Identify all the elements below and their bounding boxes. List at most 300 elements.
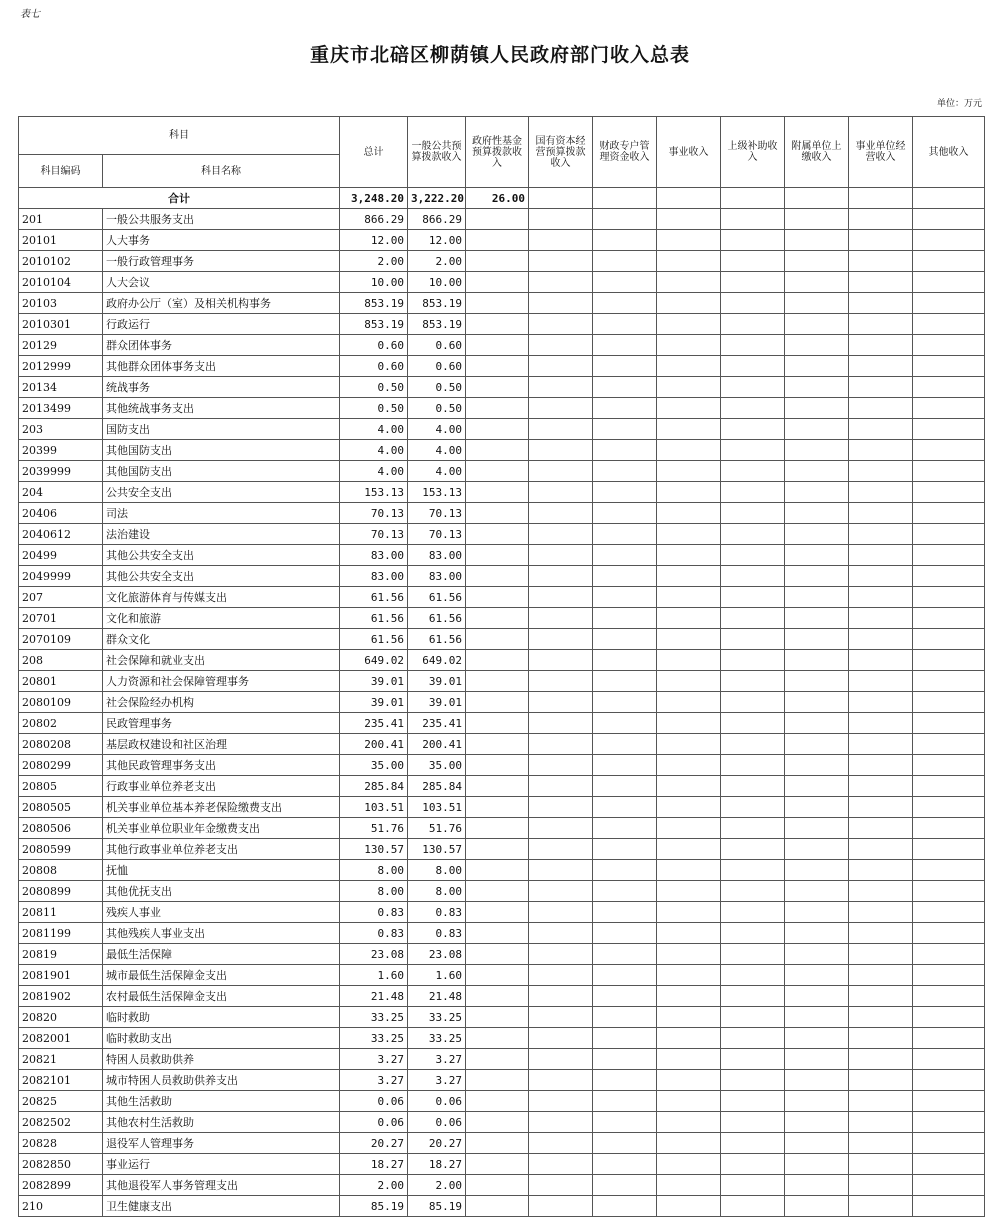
- empty-cell: [913, 944, 985, 965]
- empty-cell: [593, 965, 657, 986]
- subject-code-cell: 20808: [19, 860, 103, 881]
- subject-name-cell: 公共安全支出: [103, 482, 340, 503]
- empty-cell: [466, 1196, 529, 1217]
- empty-cell: [466, 545, 529, 566]
- empty-cell: [466, 587, 529, 608]
- empty-cell: [529, 776, 593, 797]
- table-row: [19, 671, 985, 692]
- total-amount-cell: 10.00: [340, 272, 408, 293]
- empty-cell: [721, 398, 785, 419]
- empty-cell: [785, 1007, 849, 1028]
- subject-code-cell: 2082502: [19, 1112, 103, 1133]
- subject-name-cell: 一般公共服务支出: [103, 209, 340, 230]
- empty-cell: [466, 776, 529, 797]
- empty-cell: [657, 272, 721, 293]
- subject-code-cell: 2049999: [19, 566, 103, 587]
- table-row: [19, 209, 985, 230]
- total-amount-cell: 1.60: [340, 965, 408, 986]
- empty-cell: [721, 944, 785, 965]
- general-budget-cell: 4.00: [408, 419, 466, 440]
- empty-cell: [529, 629, 593, 650]
- empty-cell: [785, 293, 849, 314]
- subject-name-cell: 机关事业单位基本养老保险缴费支出: [103, 797, 340, 818]
- empty-cell: [913, 923, 985, 944]
- total-amount-cell: 103.51: [340, 797, 408, 818]
- general-budget-cell: 200.41: [408, 734, 466, 755]
- empty-cell: [785, 692, 849, 713]
- empty-cell: [785, 272, 849, 293]
- subject-name-cell: 特困人员救助供养: [103, 1049, 340, 1070]
- table-row: [19, 860, 985, 881]
- empty-cell: [721, 671, 785, 692]
- empty-cell: [529, 524, 593, 545]
- empty-cell: [657, 944, 721, 965]
- empty-cell: [657, 671, 721, 692]
- empty-cell: [466, 1049, 529, 1070]
- total-amount-cell: 4.00: [340, 440, 408, 461]
- empty-cell: [593, 356, 657, 377]
- general-budget-cell: 33.25: [408, 1007, 466, 1028]
- subject-code-cell: 2081199: [19, 923, 103, 944]
- empty-cell: [657, 398, 721, 419]
- empty-cell: [785, 482, 849, 503]
- total-amount-cell: 853.19: [340, 293, 408, 314]
- total-amount-cell: 153.13: [340, 482, 408, 503]
- total-amount-cell: 0.50: [340, 398, 408, 419]
- empty-cell: [657, 482, 721, 503]
- total-amount-cell: 0.06: [340, 1091, 408, 1112]
- empty-cell: [849, 251, 913, 272]
- empty-cell: [657, 692, 721, 713]
- subject-code-cell: 20801: [19, 671, 103, 692]
- income-summary-table: [18, 116, 985, 1217]
- empty-cell: [721, 860, 785, 881]
- table-row: [19, 356, 985, 377]
- subject-name-cell: 民政管理事务: [103, 713, 340, 734]
- empty-cell: [913, 734, 985, 755]
- empty-cell: [721, 188, 785, 209]
- empty-cell: [721, 1091, 785, 1112]
- empty-cell: [721, 272, 785, 293]
- empty-cell: [785, 608, 849, 629]
- general-budget-cell: 649.02: [408, 650, 466, 671]
- empty-cell: [721, 1049, 785, 1070]
- empty-cell: [721, 314, 785, 335]
- total-amount-cell: 35.00: [340, 755, 408, 776]
- subject-name-cell: 人力资源和社会保障管理事务: [103, 671, 340, 692]
- empty-cell: [593, 1154, 657, 1175]
- empty-cell: [785, 398, 849, 419]
- empty-cell: [849, 419, 913, 440]
- empty-cell: [657, 314, 721, 335]
- empty-cell: [593, 377, 657, 398]
- empty-cell: [657, 503, 721, 524]
- empty-cell: [529, 461, 593, 482]
- total-amount-cell: 85.19: [340, 1196, 408, 1217]
- general-budget-cell: 0.83: [408, 923, 466, 944]
- subject-code-cell: 2082101: [19, 1070, 103, 1091]
- empty-cell: [657, 1133, 721, 1154]
- subject-code-cell: 20499: [19, 545, 103, 566]
- empty-cell: [529, 650, 593, 671]
- empty-cell: [657, 1196, 721, 1217]
- table-row: [19, 1196, 985, 1217]
- empty-cell: [529, 1049, 593, 1070]
- subject-name-cell: 其他民政管理事务支出: [103, 755, 340, 776]
- empty-cell: [721, 356, 785, 377]
- empty-cell: [466, 482, 529, 503]
- general-budget-cell: 2.00: [408, 251, 466, 272]
- empty-cell: [593, 209, 657, 230]
- empty-cell: [913, 776, 985, 797]
- empty-cell: [657, 440, 721, 461]
- empty-cell: [721, 818, 785, 839]
- empty-cell: [529, 587, 593, 608]
- empty-cell: [721, 335, 785, 356]
- empty-cell: [466, 1070, 529, 1091]
- empty-cell: [849, 440, 913, 461]
- empty-cell: [721, 503, 785, 524]
- empty-cell: [721, 419, 785, 440]
- empty-cell: [466, 230, 529, 251]
- empty-cell: [529, 608, 593, 629]
- empty-cell: [785, 713, 849, 734]
- empty-cell: [849, 1175, 913, 1196]
- empty-cell: [529, 944, 593, 965]
- empty-cell: [785, 545, 849, 566]
- empty-cell: [466, 1133, 529, 1154]
- empty-cell: [657, 1091, 721, 1112]
- total-amount-cell: 3.27: [340, 1070, 408, 1091]
- empty-cell: [593, 1007, 657, 1028]
- total-amount-cell: 33.25: [340, 1007, 408, 1028]
- total-amount-cell: 61.56: [340, 608, 408, 629]
- empty-cell: [913, 356, 985, 377]
- subject-name-cell: 城市特困人员救助供养支出: [103, 1070, 340, 1091]
- subject-code-cell: 20802: [19, 713, 103, 734]
- empty-cell: [529, 734, 593, 755]
- empty-cell: [785, 1175, 849, 1196]
- empty-cell: [785, 1154, 849, 1175]
- empty-cell: [785, 839, 849, 860]
- empty-cell: [466, 398, 529, 419]
- empty-cell: [529, 860, 593, 881]
- empty-cell: [529, 692, 593, 713]
- table-row: [19, 482, 985, 503]
- empty-cell: [913, 902, 985, 923]
- general-budget-cell: 0.50: [408, 377, 466, 398]
- subject-code-cell: 2080506: [19, 818, 103, 839]
- empty-cell: [849, 713, 913, 734]
- empty-cell: [593, 1049, 657, 1070]
- empty-cell: [593, 902, 657, 923]
- empty-cell: [913, 1049, 985, 1070]
- total-amount-cell: 70.13: [340, 524, 408, 545]
- empty-cell: [529, 209, 593, 230]
- empty-cell: [913, 503, 985, 524]
- empty-cell: [913, 461, 985, 482]
- empty-cell: [785, 1070, 849, 1091]
- empty-cell: [466, 1007, 529, 1028]
- empty-cell: [849, 1070, 913, 1091]
- subject-code-cell: 204: [19, 482, 103, 503]
- subject-name-cell: 行政事业单位养老支出: [103, 776, 340, 797]
- subject-code-cell: 2080208: [19, 734, 103, 755]
- empty-cell: [529, 482, 593, 503]
- empty-cell: [785, 524, 849, 545]
- table-row: [19, 503, 985, 524]
- table-row: [19, 965, 985, 986]
- total-amount-cell: 83.00: [340, 566, 408, 587]
- general-budget-cell: 35.00: [408, 755, 466, 776]
- table-row: [19, 293, 985, 314]
- empty-cell: [657, 230, 721, 251]
- subject-name-cell: 其他公共安全支出: [103, 566, 340, 587]
- empty-cell: [721, 524, 785, 545]
- general-budget-cell: 4.00: [408, 461, 466, 482]
- empty-cell: [657, 902, 721, 923]
- empty-cell: [529, 755, 593, 776]
- general-budget-cell: 8.00: [408, 860, 466, 881]
- empty-cell: [913, 1091, 985, 1112]
- subject-name-cell: 机关事业单位职业年金缴费支出: [103, 818, 340, 839]
- subject-code-cell: 20821: [19, 1049, 103, 1070]
- subject-code-cell: 20103: [19, 293, 103, 314]
- total-amount-cell: 39.01: [340, 671, 408, 692]
- empty-cell: [593, 293, 657, 314]
- empty-cell: [657, 335, 721, 356]
- empty-cell: [913, 797, 985, 818]
- empty-cell: [593, 335, 657, 356]
- empty-cell: [913, 314, 985, 335]
- empty-cell: [529, 503, 593, 524]
- subject-name-cell: 政府办公厅（室）及相关机构事务: [103, 293, 340, 314]
- empty-cell: [913, 398, 985, 419]
- general-budget-cell: 23.08: [408, 944, 466, 965]
- subject-name-cell: 残疾人事业: [103, 902, 340, 923]
- table-row: [19, 398, 985, 419]
- empty-cell: [529, 1175, 593, 1196]
- table-row: [19, 524, 985, 545]
- empty-cell: [529, 818, 593, 839]
- empty-cell: [593, 1175, 657, 1196]
- empty-cell: [529, 965, 593, 986]
- subject-code-cell: 20825: [19, 1091, 103, 1112]
- empty-cell: [529, 881, 593, 902]
- empty-cell: [785, 818, 849, 839]
- total-amount-cell: 866.29: [340, 209, 408, 230]
- empty-cell: [529, 1091, 593, 1112]
- header-subject-name: 科目名称: [103, 155, 340, 188]
- empty-cell: [849, 818, 913, 839]
- table-row: [19, 755, 985, 776]
- total-amount-cell: 83.00: [340, 545, 408, 566]
- total-amount-cell: 21.48: [340, 986, 408, 1007]
- empty-cell: [657, 713, 721, 734]
- empty-cell: [849, 671, 913, 692]
- empty-cell: [785, 587, 849, 608]
- empty-cell: [466, 650, 529, 671]
- subject-code-cell: 2010104: [19, 272, 103, 293]
- empty-cell: [466, 335, 529, 356]
- empty-cell: [785, 986, 849, 1007]
- empty-cell: [466, 503, 529, 524]
- total-row: [19, 188, 985, 209]
- empty-cell: [466, 713, 529, 734]
- general-budget-cell: 83.00: [408, 566, 466, 587]
- empty-cell: [913, 230, 985, 251]
- empty-cell: [466, 1028, 529, 1049]
- empty-cell: [721, 776, 785, 797]
- header-business-income: 事业收入: [657, 117, 721, 188]
- subject-code-cell: 2010301: [19, 314, 103, 335]
- empty-cell: [721, 230, 785, 251]
- empty-cell: [785, 734, 849, 755]
- total-amount-cell: 3.27: [340, 1049, 408, 1070]
- empty-cell: [657, 461, 721, 482]
- empty-cell: [593, 650, 657, 671]
- empty-cell: [849, 944, 913, 965]
- empty-cell: [529, 293, 593, 314]
- empty-cell: [657, 986, 721, 1007]
- table-code-label: 表七: [20, 9, 40, 20]
- empty-cell: [593, 545, 657, 566]
- empty-cell: [529, 314, 593, 335]
- empty-cell: [657, 293, 721, 314]
- empty-cell: [721, 1028, 785, 1049]
- empty-cell: [466, 461, 529, 482]
- empty-cell: [593, 755, 657, 776]
- general-budget-cell: 866.29: [408, 209, 466, 230]
- empty-cell: [721, 1070, 785, 1091]
- empty-cell: [657, 1175, 721, 1196]
- subject-name-cell: 其他国防支出: [103, 461, 340, 482]
- general-budget-cell: 51.76: [408, 818, 466, 839]
- empty-cell: [785, 776, 849, 797]
- empty-cell: [721, 692, 785, 713]
- empty-cell: [466, 965, 529, 986]
- empty-cell: [785, 797, 849, 818]
- empty-cell: [913, 1007, 985, 1028]
- empty-cell: [785, 965, 849, 986]
- total-amount-cell: 235.41: [340, 713, 408, 734]
- empty-cell: [529, 1028, 593, 1049]
- empty-cell: [657, 1154, 721, 1175]
- empty-cell: [721, 293, 785, 314]
- subject-code-cell: 2039999: [19, 461, 103, 482]
- subject-name-cell: 城市最低生活保障金支出: [103, 965, 340, 986]
- empty-cell: [466, 524, 529, 545]
- total-amount-cell: 853.19: [340, 314, 408, 335]
- empty-cell: [913, 1154, 985, 1175]
- empty-cell: [849, 230, 913, 251]
- general-budget-cell: 70.13: [408, 524, 466, 545]
- subject-name-cell: 其他残疾人事业支出: [103, 923, 340, 944]
- subject-code-cell: 2010102: [19, 251, 103, 272]
- empty-cell: [913, 629, 985, 650]
- subject-code-cell: 2012999: [19, 356, 103, 377]
- empty-cell: [849, 377, 913, 398]
- empty-cell: [593, 839, 657, 860]
- general-budget-cell: 0.06: [408, 1091, 466, 1112]
- empty-cell: [721, 797, 785, 818]
- empty-cell: [785, 1196, 849, 1217]
- empty-cell: [913, 881, 985, 902]
- empty-cell: [466, 734, 529, 755]
- subject-name-cell: 司法: [103, 503, 340, 524]
- total-amount-cell: 51.76: [340, 818, 408, 839]
- empty-cell: [466, 671, 529, 692]
- subject-name-cell: 最低生活保障: [103, 944, 340, 965]
- subject-code-cell: 2082899: [19, 1175, 103, 1196]
- table-row: [19, 1028, 985, 1049]
- subject-name-cell: 其他农村生活救助: [103, 1112, 340, 1133]
- empty-cell: [785, 923, 849, 944]
- general-budget-cell: 83.00: [408, 545, 466, 566]
- header-general-budget: 一般公共预算拨款收入: [408, 117, 466, 188]
- empty-cell: [785, 1091, 849, 1112]
- general-budget-cell: 153.13: [408, 482, 466, 503]
- empty-cell: [657, 1112, 721, 1133]
- total-amount-cell: 70.13: [340, 503, 408, 524]
- empty-cell: [466, 314, 529, 335]
- empty-cell: [593, 923, 657, 944]
- subject-name-cell: 其他行政事业单位养老支出: [103, 839, 340, 860]
- empty-cell: [849, 209, 913, 230]
- empty-cell: [466, 629, 529, 650]
- empty-cell: [466, 1154, 529, 1175]
- unit-label: 单位：万元: [936, 99, 982, 109]
- subject-code-cell: 2070109: [19, 629, 103, 650]
- subject-name-cell: 社会保险经办机构: [103, 692, 340, 713]
- subject-name-cell: 退役军人管理事务: [103, 1133, 340, 1154]
- empty-cell: [593, 776, 657, 797]
- empty-cell: [529, 1007, 593, 1028]
- empty-cell: [785, 629, 849, 650]
- empty-cell: [529, 923, 593, 944]
- general-budget-cell: 3.27: [408, 1070, 466, 1091]
- empty-cell: [849, 797, 913, 818]
- document-title: 重庆市北碚区柳荫镇人民政府部门收入总表: [309, 44, 690, 66]
- empty-cell: [657, 545, 721, 566]
- empty-cell: [466, 272, 529, 293]
- empty-cell: [466, 251, 529, 272]
- subject-code-cell: 20406: [19, 503, 103, 524]
- table-row: [19, 335, 985, 356]
- empty-cell: [913, 671, 985, 692]
- empty-cell: [529, 1112, 593, 1133]
- table-row: [19, 1070, 985, 1091]
- subject-code-cell: 2080899: [19, 881, 103, 902]
- empty-cell: [721, 1133, 785, 1154]
- total-amount-cell: 4.00: [340, 419, 408, 440]
- subject-name-cell: 社会保障和就业支出: [103, 650, 340, 671]
- empty-cell: [785, 1049, 849, 1070]
- empty-cell: [849, 986, 913, 1007]
- empty-cell: [466, 1112, 529, 1133]
- general-budget-cell: 39.01: [408, 692, 466, 713]
- empty-cell: [849, 902, 913, 923]
- empty-cell: [529, 1154, 593, 1175]
- general-budget-cell: 1.60: [408, 965, 466, 986]
- subject-code-cell: 2081901: [19, 965, 103, 986]
- empty-cell: [913, 419, 985, 440]
- empty-cell: [593, 797, 657, 818]
- general-budget-cell: 2.00: [408, 1175, 466, 1196]
- empty-cell: [593, 1028, 657, 1049]
- subject-name-cell: 其他统战事务支出: [103, 398, 340, 419]
- table-row: [19, 545, 985, 566]
